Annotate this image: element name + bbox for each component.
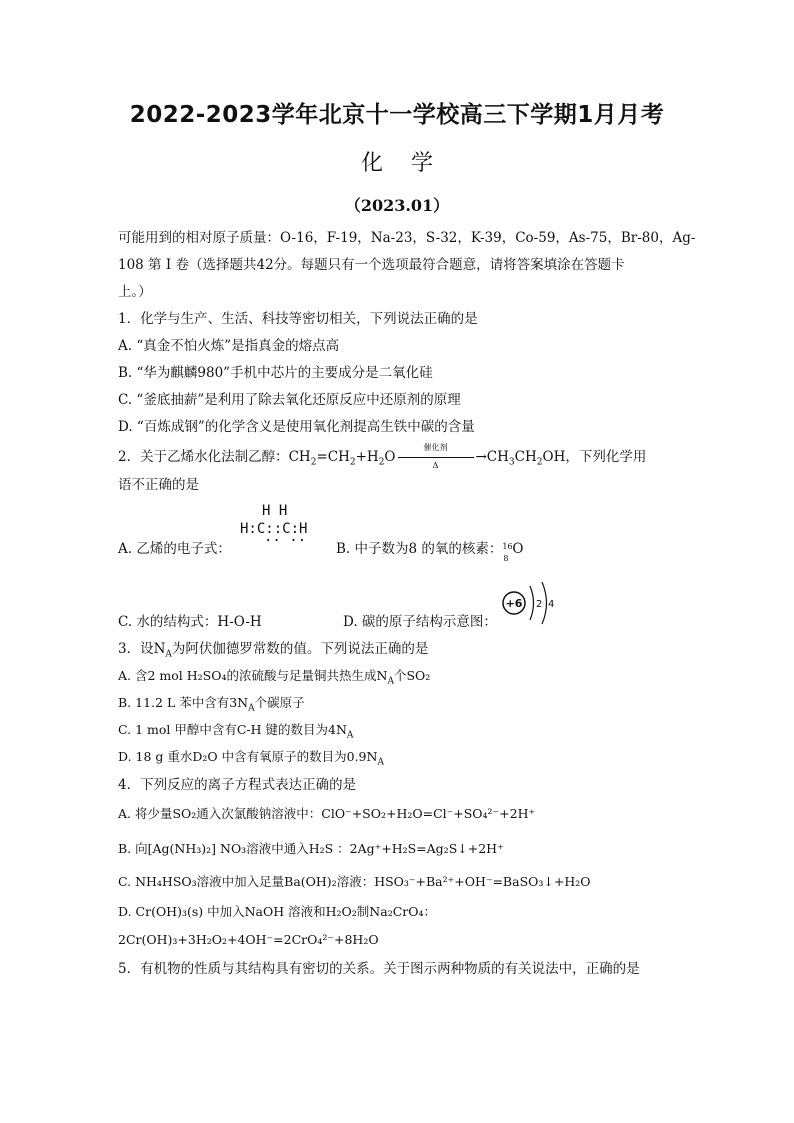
intro-line-2: 108 第 I 卷（选择题共42分。每题只有一个选项最符合题意，请将答案填涂在答题卡 [118,257,625,273]
shell-2-count: 4 [548,599,555,610]
q2-option-b: B. 中子数为8 的氧的核素： 16 8 O [336,541,524,563]
q2-option-c: C. 水的结构式：H-O-H [118,614,262,630]
nucleus-charge: +6 [505,597,523,610]
q2-option-a: A. 乙烯的电子式： [118,541,231,557]
q1-option-c: C. “釜底抽薪”是利用了除去氧化还原反应中还原剂的原理 [118,392,461,408]
exam-date: （2023.01） [344,196,450,215]
intro-line-1: 可能用到的相对原子质量：O-16，F-19，Na-23，S-32，K-39，Co-59，As-75，Br-80，Ag- [118,230,696,246]
q3-option-d: D. 18 g 重水D₂O 中含有氧原子的数目为$0.9N_A$ [118,749,384,768]
q1-option-a: A. “真金不怕火炼”是指真金的熔点高 [118,338,340,354]
q4-stem: 4．下列反应的离子方程式表达正确的是 [118,777,357,793]
q4-option-a: A. 将少量SO₂通入次氯酸钠溶液中：ClO⁻+SO₂+H₂O=Cl⁻+SO₄²⁻+2H⁺ [118,806,536,821]
reaction-arrow: 催化剂 Δ [396,448,476,466]
subject-heading: 化学 [360,151,461,176]
intro-line-3: 上。） [118,284,152,300]
ethylene-electron-formula: H H H:C::C:H ·· ·· [240,503,308,549]
carbon-atom-structure-diagram [500,578,560,628]
q4-option-d-equation: 2Cr(OH)₃+3H₂O₂+4OH⁻=2CrO₄²⁻+8H₂O [118,932,379,947]
q2-stem: 2．关于乙烯水化法制乙醇：$CH_2=CH_2+H_2O$ 催化剂 Δ $\to CH_3CH_2OH$，下列化学用 [118,443,647,470]
q3-option-c: C. 1 mol 甲醇中含有C-H 键的数目为$4N_A$ [118,722,354,741]
q1-option-b: B. “华为麒麟980”手机中芯片的主要成分是二氧化硅 [118,365,433,381]
page-title: 2022-2023学年北京十一学校高三下学期1月月考 [129,102,665,128]
q3-option-a: A. 含2 mol H₂SO₄的浓硫酸与足量铜共热生成$N_A$个SO₂ [118,668,431,687]
q1-stem: 1．化学与生产、生活、科技等密切相关，下列说法正确的是 [118,311,478,327]
q2-option-d: D. 碳的原子结构示意图： [343,614,497,630]
q1-option-d: D. “百炼成钢”的化学含义是使用氧化剂提高生铁中碳的含量 [118,419,475,435]
q4-option-d: D. Cr(OH)₃(s) 中加入NaOH 溶液和H₂O₂制Na₂CrO₄： [118,904,436,919]
q4-option-c: C. NH₄HSO₃溶液中加入足量Ba(OH)₂溶液：HSO₃⁻+Ba²⁺+OH⁻=BaSO₃↓+H₂O [118,874,591,889]
q4-option-b: B. 向[Ag(NH₃)₂] NO₃溶液中通入H₂S ：2Ag⁺+H₂S=Ag₂S↓+2H⁺ [118,841,504,856]
q2-stem-line-2: 语不正确的是 [118,477,199,493]
shell-1-count: 2 [536,599,543,610]
q3-stem: 3．设$N_A$为阿伏伽德罗常数的值。下列说法正确的是 [118,641,429,660]
q5-stem: 5．有机物的性质与其结构具有密切的关系。关于图示两种物质的有关说法中，正确的是 [118,961,640,977]
q3-option-b: B. 11.2 L 苯中含有$3N_A$个碳原子 [118,695,305,714]
